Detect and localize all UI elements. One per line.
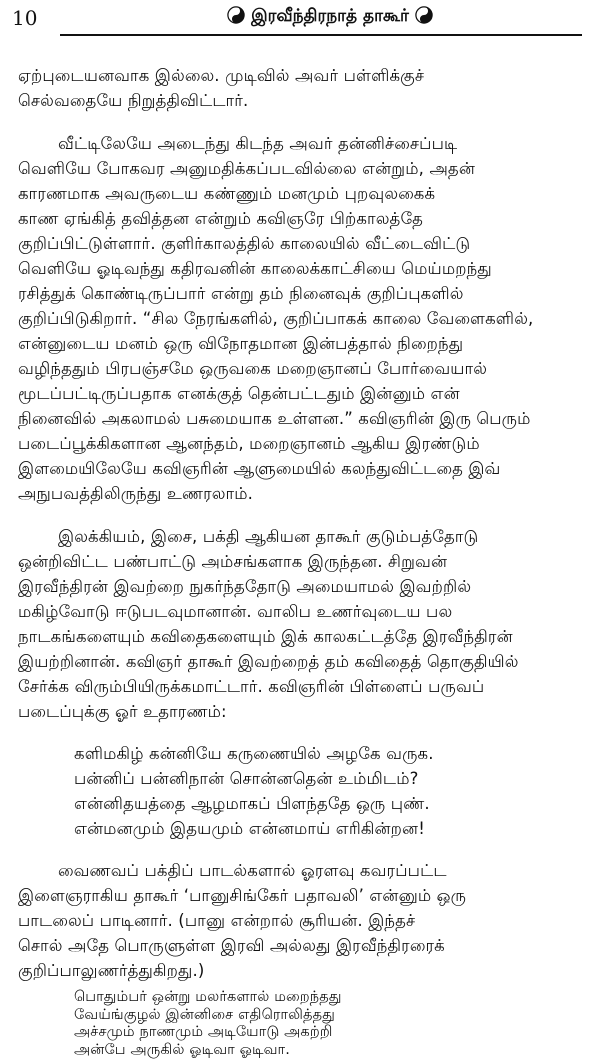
verse-line: வேய்ங்குழல் இன்னிசை எதிரொலித்தது: [74, 1006, 335, 1023]
text-line: இரவீந்திரன் இவற்றை நுகர்ந்ததோடு அமையாமல் இவற்றில்: [18, 577, 472, 596]
text-line: இலக்கியம், இசை, பக்தி ஆகியன தாகூர் குடும்பத்தோடு: [58, 527, 479, 546]
verse-line: பன்னிப் பன்னிநான் சொன்னதென் உம்மிடம்?: [74, 769, 419, 788]
page-number: 10: [12, 6, 38, 30]
text-line: படைப்பூக்கிகளான ஆனந்தம், மறைஞானம் ஆகிய இரண்டும்: [18, 434, 480, 453]
text-line: காண ஏங்கித் தவித்தன என்றும் கவிஞரே பிற்காலத்தே: [18, 209, 424, 228]
text-line: மூடப்பட்டிருப்பதாக எனக்குத் தென்பட்டதும் இன்னும் என்: [18, 384, 460, 403]
running-title: இரவீந்திரநாத் தாகூர்: [251, 6, 409, 26]
text-line: செல்வதையே நிறுத்திவிட்டார்.: [18, 91, 249, 110]
verse-line: என்னிதயத்தை ஆழமாகப் பிளந்ததே ஒரு புண்.: [74, 794, 430, 813]
text-line: வெளியே போகவர அனுமதிக்கப்படவில்லை என்றும், அதன்: [18, 159, 475, 178]
text-line: படைப்புக்கு ஓர் உதாரணம்:: [18, 702, 227, 721]
text-line: வெளியே ஓடிவந்து கதிரவனின் காலைக்காட்சியை மெய்மறந்து: [18, 259, 492, 278]
text-line: ஒன்றிவிட்ட பண்பாட்டு அம்சங்களாக இருந்தன. சிறுவன்: [18, 552, 448, 571]
text-line: குறிப்பாலுணர்த்துகிறது.): [18, 961, 205, 980]
text-line: மகிழ்வோடு ஈடுபடவுமானான். வாலிப உணர்வுடைய பல: [18, 602, 453, 621]
verse-line: அச்சமும் நாணமும் அடியோடு அகற்றி: [74, 1024, 333, 1040]
yin-yang-icon: [415, 6, 433, 24]
yin-yang-icon: [227, 6, 245, 24]
text-line: நினைவில் அகலாமல் பசுமையாக உள்ளன.” கவிஞரின் இரு பெரும்: [18, 409, 531, 428]
text-line: சொல் அதே பொருளுள்ள இரவி அல்லது இரவீந்திரரைக்: [18, 936, 445, 955]
text-line: வழிந்ததும் பிரபஞ்சமே ஒருவகை மறைஞானப் போர்வையால்: [18, 359, 488, 378]
text-line: என்னுடைய மனம் ஒரு விநோதமான இன்பத்தால் நிறைந்து: [18, 334, 464, 353]
text-line: சேர்க்க விரும்பியிருக்கமாட்டார். கவிஞரின் பிள்ளைப் பருவப்: [18, 677, 485, 696]
text-line: குறிப்பிட்டுள்ளார். குளிர்காலத்தில் காலையில் வீட்டைவிட்டு: [18, 234, 471, 253]
text-line: நாடகங்களையும் கவிதைகளையும் இக் காலகட்டத்தே இரவீந்திரன்: [18, 627, 513, 646]
running-head: [180, 6, 480, 28]
text-line: ரசித்துக் கொண்டிருப்பார் என்று தம் நினைவுக் குறிப்புகளில்: [18, 284, 464, 303]
text-line: அநுபவத்திலிருந்து உணரலாம்.: [18, 484, 254, 503]
text-line: ஏற்புடையனவாக இல்லை. முடிவில் அவர் பள்ளிக்குச்: [18, 66, 425, 85]
text-line: இளைஞராகிய தாகூர் ‘பானுசிங்கேர் பதாவலி’ என்னும் ஒரு: [18, 886, 467, 905]
text-line: வீட்டிலேயே அடைந்து கிடந்த அவர் தன்னிச்சைப்படி: [58, 134, 458, 153]
text-line: வைணவப் பக்திப் பாடல்களால் ஓரளவு கவரப்பட்ட: [58, 861, 447, 880]
text-line: குறிப்பிடுகிறார். “சில நேரங்களில், குறிப்பாகக் காலை வேளைகளில்,: [18, 309, 534, 328]
text-line: காரணமாக அவருடைய கண்ணும் மனமும் புறவுலகைக்: [18, 184, 436, 203]
verse-line: பொதும்பர் ஒன்று மலர்களால் மறைந்தது: [74, 989, 342, 1005]
page-header: [0, 0, 600, 34]
verse-line: என்மனமும் இதயமும் என்னமாய் எரிகின்றன!: [74, 819, 425, 838]
text-line: பாடலைப் பாடினார். (பானு என்றால் சூரியன். இந்தச்: [18, 911, 416, 930]
header-rule: [60, 34, 582, 36]
verse-line: களிமகிழ் கன்னியே கருணையில் அழகே வருக.: [74, 744, 434, 763]
text-line: இளமையிலேயே கவிஞரின் ஆளுமையில் கலந்துவிட்டதை இவ்: [18, 459, 501, 478]
text-line: இயற்றினான். கவிஞர் தாகூர் இவற்றைத் தம் கவிதைத் தொகுதியில்: [18, 652, 519, 671]
verse-line: அன்பே அருகில் ஓடிவா ஓடிவா.: [74, 1041, 291, 1058]
